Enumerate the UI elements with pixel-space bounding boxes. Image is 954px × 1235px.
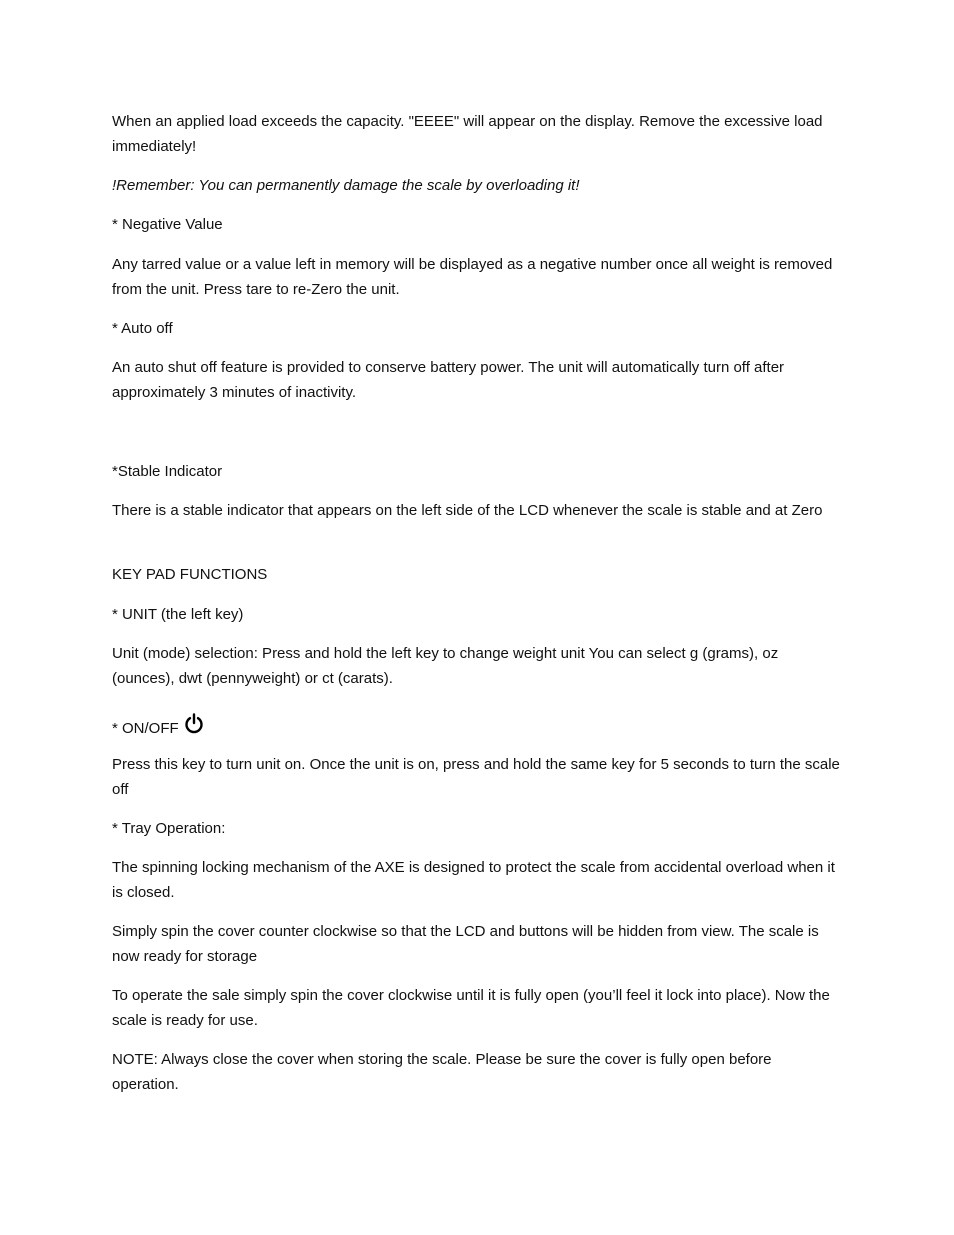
- operation-instructions-paragraph: To operate the sale simply spin the cover clockwise until it is fully open (you’ll feel it lock into place). Now the scale is ready for use.: [112, 987, 830, 1029]
- power-icon: [183, 713, 205, 735]
- locking-mechanism-paragraph: The spinning locking mechanism of the AXE is designed to protect the scale from accidental overload when it is closed.: [112, 859, 835, 901]
- key-pad-functions-heading: KEY PAD FUNCTIONS: [112, 566, 268, 583]
- unit-key-paragraph: Unit (mode) selection: Press and hold the left key to change weight unit You can select g (grams), oz (ounces), dwt (pennyweight) or ct (carats).: [112, 645, 779, 687]
- auto-off-heading: * Auto off: [112, 320, 173, 337]
- negative-value-paragraph: Any tarred value or a value left in memory will be displayed as a negative number once all weight is removed from the unit. Press tare to re-Zero the unit.: [112, 256, 833, 298]
- auto-off-paragraph: An auto shut off feature is provided to conserve battery power. The unit will automatically turn off after approximately 3 minutes of inactivity.: [112, 359, 785, 401]
- overload-reminder: !Remember: You can permanently damage the scale by overloading it!: [112, 177, 580, 194]
- unit-key-heading: * UNIT (the left key): [112, 606, 244, 623]
- storage-instructions-paragraph: Simply spin the cover counter clockwise so that the LCD and buttons will be hidden from view. The scale is now ready for storage: [112, 923, 819, 965]
- stable-indicator-heading: *Stable Indicator: [112, 463, 223, 480]
- overload-warning-paragraph: When an applied load exceeds the capacity. "EEEE" will appear on the display. Remove the excessive load immediately!: [112, 113, 823, 155]
- on-off-paragraph: Press this key to turn unit on. Once the unit is on, press and hold the same key for 5 seconds to turn the scale off: [112, 756, 840, 798]
- cover-note-paragraph: NOTE: Always close the cover when storing the scale. Please be sure the cover is fully open before operation.: [112, 1051, 772, 1093]
- on-off-label: * ON/OFF: [112, 720, 179, 737]
- negative-value-heading: * Negative Value: [112, 216, 223, 233]
- tray-operation-heading: * Tray Operation:: [112, 820, 226, 837]
- on-off-heading: [112, 713, 842, 742]
- stable-indicator-paragraph: There is a stable indicator that appears on the left side of the LCD whenever the scale is stable and at Zero: [112, 502, 823, 519]
